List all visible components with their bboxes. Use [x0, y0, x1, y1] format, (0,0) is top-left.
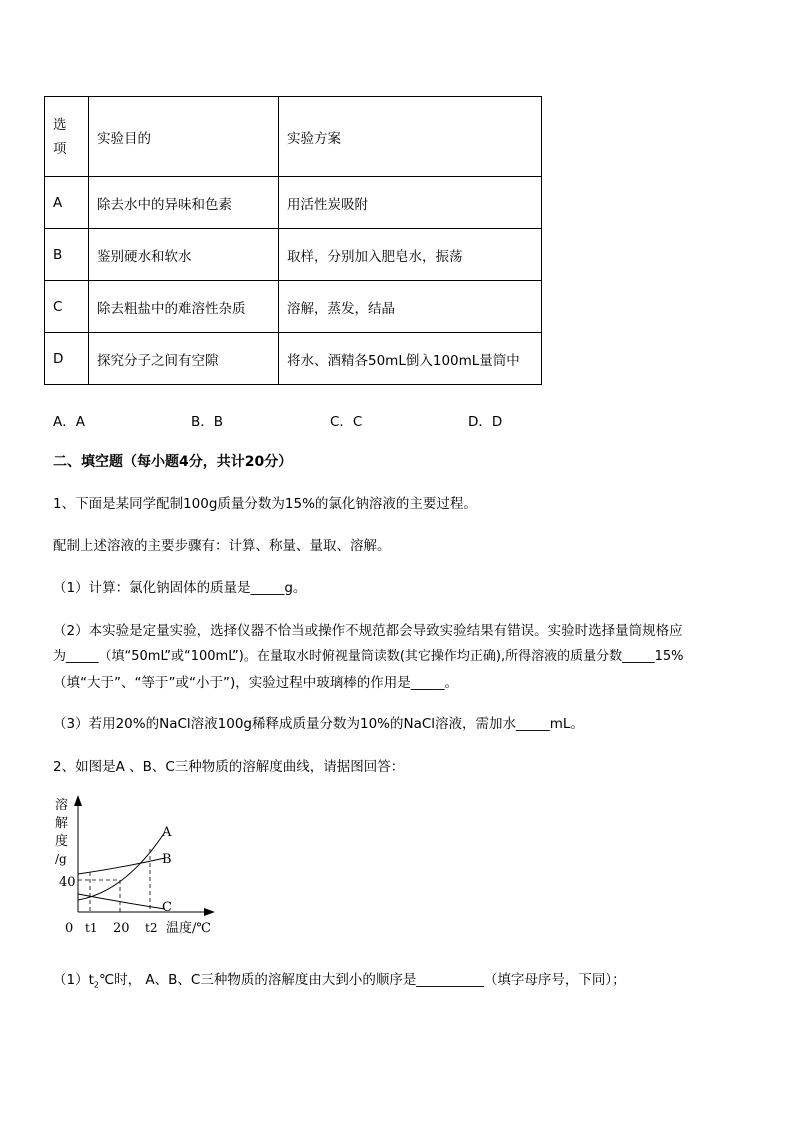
x-tick-t1: t1 — [85, 921, 98, 935]
q1-part2-line2: 为_____（填“50mL”或“100mL”)。在量取水时俯视量筒读数(其它操作均正确),所得溶液的质量分数_____15% — [53, 649, 684, 664]
q2-part1-pre: （1）t — [53, 972, 94, 988]
table-row — [45, 177, 542, 229]
q1-steps: 配制上述溶液的主要步骤有：计算、称量、量取、溶解。 — [53, 538, 391, 554]
choice-c[interactable]: C．C — [330, 414, 363, 430]
q1-part3: （3）若用20%的NaCl溶液100g稀释成质量分数为10%的NaCl溶液，需加水_____mL。 — [53, 716, 584, 732]
section-title: 二、填空题（每小题4分，共计20分） — [53, 454, 293, 470]
row-plan: 将水、酒精各50mL倒入100mL量筒中 — [279, 333, 542, 385]
curve-b — [78, 858, 165, 874]
ylabel-char: 度 — [55, 834, 69, 849]
choice-b[interactable]: B．B — [191, 414, 224, 430]
row-purpose: 探究分子之间有空隙 — [89, 333, 279, 385]
table-row — [45, 281, 542, 333]
row-plan: 用活性炭吸附 — [279, 177, 542, 229]
choice-d[interactable]: D．D — [468, 414, 503, 430]
q1-part1: （1）计算：氯化钠固体的质量是_____g。 — [53, 580, 307, 596]
row-option: D — [45, 333, 89, 385]
header-purpose: 实验目的 — [89, 97, 279, 177]
y-tick-40: 40 — [59, 875, 76, 890]
q1-part2-line1: （2）本实验是定量实验，选择仪器不恰当或操作不规范都会导致实验结果有错误。实验时选择量筒规格应 — [53, 623, 683, 639]
x-axis-label: 温度/℃ — [166, 921, 211, 936]
row-plan: 取样，分别加入肥皂水，振荡 — [279, 229, 542, 281]
row-purpose: 除去粗盐中的难溶性杂质 — [89, 281, 279, 333]
q2-stem: 2、如图是A 、B、C三种物质的溶解度曲线，请据图回答： — [53, 759, 405, 775]
choice-a[interactable]: A．A — [53, 414, 85, 430]
q2-part1-sub: 2 — [93, 980, 99, 990]
x-tick-t2: t2 — [145, 921, 158, 935]
q2-part1-post: ℃时， A、B、C三种物质的溶解度由大到小的顺序是__________（填字母序号，下同）； — [98, 972, 626, 988]
solubility-chart — [50, 792, 230, 937]
ylabel-char: /g — [55, 852, 67, 866]
q1-stem: 1、下面是某同学配制100g质量分数为15%的氯化钠溶液的主要过程。 — [53, 496, 477, 512]
row-option: B — [45, 229, 89, 281]
row-option: C — [45, 281, 89, 333]
ylabel-char: 溶 — [55, 798, 69, 813]
x-tick-20: 20 — [113, 921, 130, 936]
options-table — [44, 96, 542, 385]
row-option: A — [45, 177, 89, 229]
table-header-row — [45, 97, 542, 177]
ylabel-char: 解 — [55, 816, 69, 831]
series-label-b: B — [162, 852, 172, 867]
row-purpose: 除去水中的异味和色素 — [89, 177, 279, 229]
row-purpose: 鉴别硬水和软水 — [89, 229, 279, 281]
header-option: 选 项 — [45, 97, 89, 177]
series-label-c: C — [162, 900, 172, 915]
x-tick-0: 0 — [65, 921, 74, 936]
series-label-a: A — [162, 825, 172, 840]
table-row — [45, 333, 542, 385]
x-axis-arrow-icon — [204, 908, 215, 916]
q1-part2-line3: （填“大于”、“等于”或“小于”)，实验过程中玻璃棒的作用是_____。 — [53, 675, 458, 691]
curve-a — [78, 832, 165, 900]
y-axis-arrow-icon — [74, 795, 82, 806]
table-row — [45, 229, 542, 281]
q2-part1 — [53, 968, 626, 990]
curve-c — [78, 894, 165, 909]
header-plan: 实验方案 — [279, 97, 542, 177]
row-plan: 溶解，蒸发，结晶 — [279, 281, 542, 333]
